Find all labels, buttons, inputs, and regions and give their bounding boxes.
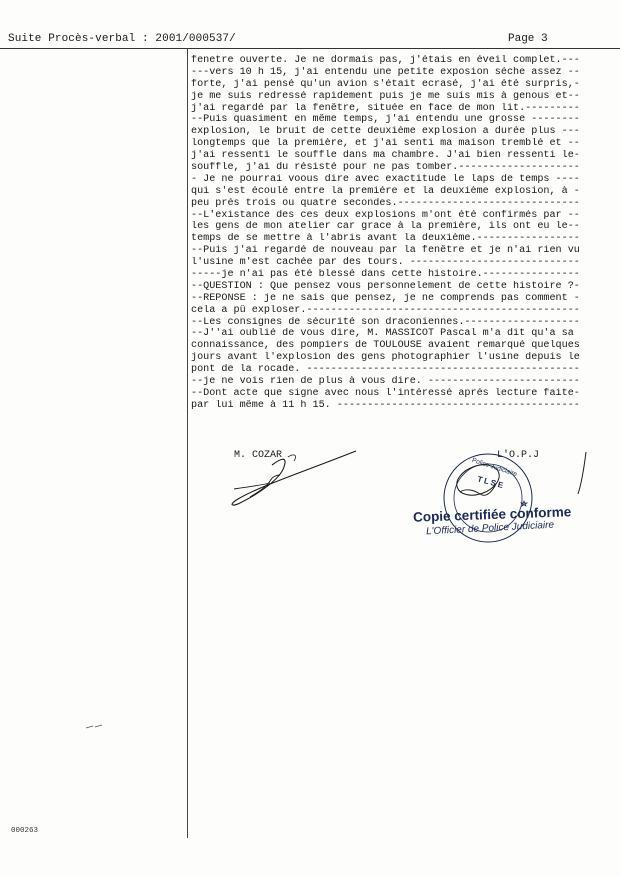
page-header-title: Suite Procès-verbal : 2001/000537/ (8, 33, 236, 45)
margin-divider (187, 48, 188, 838)
statement-line: fenetre ouverte. Je ne dormais pas, j'étais en éveil complet.--- (191, 55, 580, 66)
statement-body (191, 55, 603, 412)
statement-line: --je ne vois rien de plus à vous dire. ------------------------- (191, 376, 580, 388)
statement-line: --QUESTION : Que pensez vous personnelement de cette histoire ?- (191, 280, 580, 292)
stray-mark (85, 724, 103, 730)
statement-line: cela a pû exploser.--------------------------------------------- (191, 304, 580, 316)
seal-ring-text: Police Judiciaire (471, 456, 518, 479)
handwritten-signature (210, 445, 380, 515)
signatory-name: M. COZAR (234, 450, 283, 461)
statement-line: temps de se mettre à l'abris avant la deuxième.----------------- (191, 233, 580, 245)
statement-line: l'usine m'est cachée par des tours. ---------------------------- (191, 257, 580, 269)
statement-line: explosion, le bruit de cette deuxiéme explosion a durée plus --- (191, 126, 580, 138)
statement-line: j'ai regardé par la fenêtre, située en face de mon lit.--------- (191, 102, 580, 114)
statement-line: - Je ne pourrai voous dire avec exactitude le laps de temps ---- (191, 173, 580, 185)
seal-city: TLSE (476, 474, 507, 491)
statement-line: -----je n'ai pas été blessé dans cette histoire.---------------- (191, 269, 580, 281)
statement-line: les gens de mon atelier car grace à la première, ils ont eu le-- (191, 221, 580, 233)
statement-line: jours avant l'explosion des gens photographier l'usine depuis le (191, 352, 580, 364)
statement-line: --REPONSE : je ne sais que pensez, je ne comprends pas comment - (191, 292, 580, 304)
header-divider (0, 48, 620, 49)
officer-label: L'O.P.J (497, 450, 540, 461)
statement-line: --Dont acte que signe avec nous l'intéressé aprés lecture faite- (191, 387, 580, 399)
page-number: Page 3 (508, 33, 548, 45)
statement-line: --J''ai oublié de vous dire, M. MASSICOT Pascal m'a dit qu'a sa (191, 328, 574, 340)
statement-line: souffle, j'ai du résisté pour ne pas tomber.-------------------- (191, 162, 580, 174)
statement-line: je me suis redressé rapidement puis je me suis mis à genous et-- (191, 90, 580, 102)
document-number: 000263 (11, 827, 39, 835)
statement-line: j'ai ressenti le souffle dans ma chambre. J'ai bien ressenti le- (191, 150, 580, 162)
statement-line: --Les consignes de sécurité son draconiennes.------------------- (191, 316, 580, 328)
statement-line: peu prés trois ou quatre secondes.------------------------------ (191, 197, 580, 209)
statement-line: --L'existance des ces deux explosions m'ont été confirmés par -- (191, 209, 580, 221)
statement-line: pont de la rocade. --------------------------------------------- (191, 364, 580, 376)
official-seal (400, 440, 600, 555)
statement-line: qui s'est écoulé entre la premiére et la deuxième explosion, à - (191, 185, 580, 197)
statement-line: connaissance, des pompiers de TOULOUSE avaient remarqué quelques (191, 340, 580, 352)
statement-line: par lui même à 11 h 15. ---------------------------------------- (191, 399, 580, 411)
statement-line: longtemps que la première, et j'ai senti ma maison tremblé et -- (191, 138, 580, 150)
officer-stamp-text: L'Officier de Police Judiciaire (425, 519, 555, 538)
statement-line: --Puis j'ai regardé de nouveau par la fenêtre et je n'ai rien vu (191, 245, 580, 257)
statement-line: ---vers 10 h 15, j'ai entendu une petite exposion séche assez -- (191, 66, 580, 78)
certified-copy-stamp: Copie certifiée conforme (412, 504, 572, 525)
statement-line: --Puis quasiment en même temps, j'ai entendu une grosse -------- (191, 114, 580, 126)
statement-line: forte, j'ai pensé qu'un avion s'était ecrasé, j'ai été surpris,- (191, 78, 580, 90)
